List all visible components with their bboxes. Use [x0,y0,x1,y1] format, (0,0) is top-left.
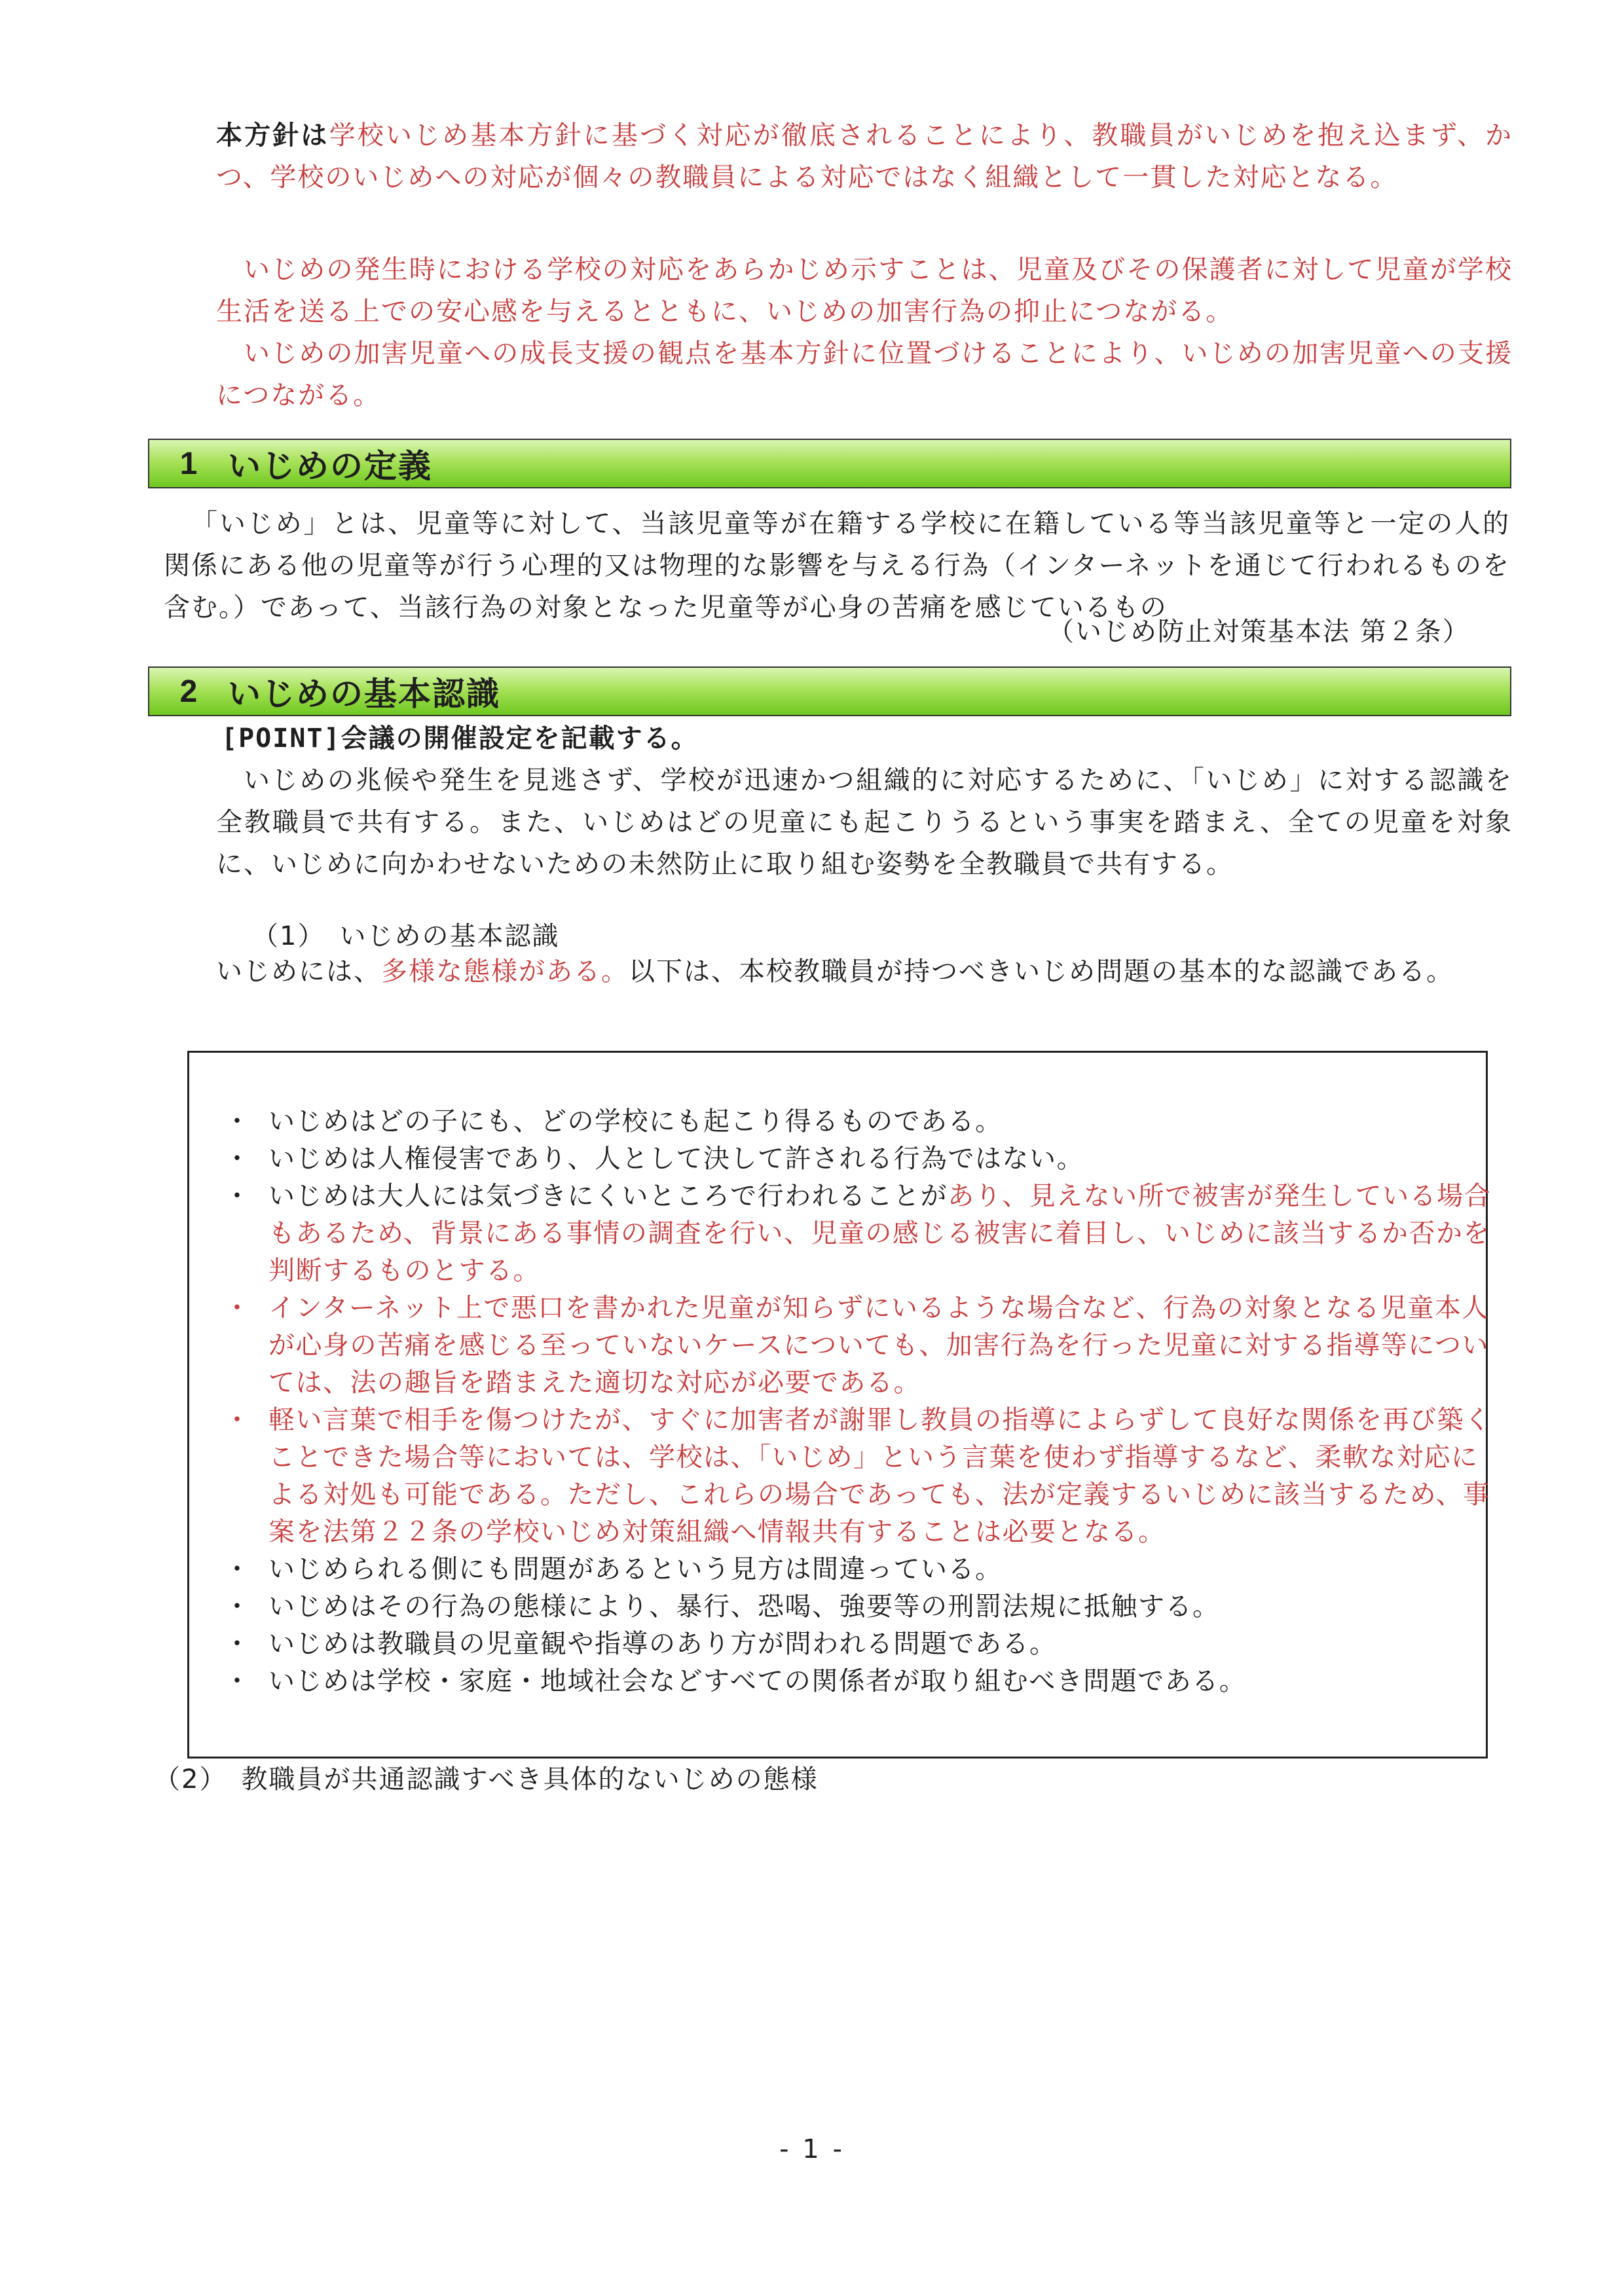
section-2-number: 2 [179,674,198,709]
intro-paragraph-1 [216,115,1513,198]
bullet-mark: ・ [224,1554,251,1584]
list-item [216,1588,1493,1626]
basic-recognition-list [216,1103,1493,1700]
section-2-point-note: [POINT]会議の開催設定を記載する。 [221,723,699,754]
section-2-heading [148,666,1511,716]
list-item [216,1140,1493,1178]
list-item-text: いじめは教職員の児童観や指導のあり方が問われる問題である。 [268,1629,1057,1659]
list-item-text: いじめはどの子にも、どの学校にも起こり得るものである。 [268,1106,1003,1137]
bullet-mark: ・ [224,1144,251,1174]
list-item [216,1178,1493,1290]
list-item [216,1551,1493,1588]
intro-lead-label: 本方針は [216,120,329,151]
page-number: - 1 - [779,2134,845,2164]
section-1-title: いじめの定義 [228,447,432,485]
list-item [216,1103,1493,1140]
bullet-mark: ・ [224,1666,251,1696]
list-item [216,1290,1493,1402]
subsection-1-text-red: 多様な態様がある。 [381,957,629,987]
section-2-intro: いじめの兆候や発生を見逃さず、学校が迅速かつ組織的に対応するために、「いじめ」に対する認識を全教職員で共有する。また、いじめはどの児童にも起こりうるという事実を踏まえ、全ての児童を対象に、いじめに向かわせないための未然防止に取り組む姿勢を全教職員で共有する。 [216,765,1513,879]
list-item-text: いじめは大人には気づきにくいところで行われることが [268,1181,948,1211]
section-1-number: 1 [179,446,198,481]
intro-paragraph-3: いじめの加害児童への成長支援の観点を基本方針に位置づけることにより、いじめの加害児童への支援につながる。 [216,338,1513,410]
list-item-text: いじめは人権侵害であり、人として決して許される行為ではない。 [268,1144,1084,1174]
list-item-text-red: インターネット上で悪口を書かれた児童が知らずにいるような場合など、行為の対象となる児童本人が心身の苦痛を感じる至っていないケースについても、加害行為を行った児童に対する指導等については、法の趣旨を踏まえた適切な対応が必要である。 [268,1293,1489,1398]
intro-paragraph-2: いじめの発生時における学校の対応をあらかじめ示すことは、児童及びその保護者に対して児童が学校生活を送る上での安心感を与えるとともに、いじめの加害行為の抑止につながる。 [216,255,1513,327]
list-item [216,1402,1493,1551]
section-1-heading [148,439,1511,488]
list-item [216,1626,1493,1663]
list-item-text-red: 軽い言葉で相手を傷つけたが、すぐに加害者が謝罪し教員の指導によらずして良好な関係を再び築くことできた場合等においては、学校は、「いじめ」という言葉を使わず指導するなど、柔軟な対応による対処も可能である。ただし、これらの場合であっても、法が定義するいじめに該当するため、事案を法第２２条の学校いじめ対策組織へ情報共有することは必要となる。 [268,1405,1492,1547]
subsection-1-text [164,951,1510,993]
bullet-mark: ・ [224,1106,251,1137]
bullet-mark: ・ [224,1181,251,1211]
bullet-mark: ・ [224,1592,251,1622]
bullet-mark: ・ [224,1629,251,1659]
bullet-mark: ・ [224,1405,251,1435]
intro-p1-text: 学校いじめ基本方針に基づく対応が徹底されることにより、教職員がいじめを抱え込まず、かつ、学校のいじめへの対応が個々の教職員による対応ではなく組織として一貫した対応となる。 [216,120,1513,192]
list-item-text: いじめはその行為の態様により、暴行、恐喝、強要等の刑罰法規に抵触する。 [268,1592,1220,1622]
list-item [216,1663,1493,1700]
subsection-1-text-a: いじめには、 [216,957,381,987]
section-1-definition: 「いじめ」とは、児童等に対して、当該児童等が在籍する学校に在籍している等当該児童等と一定の人的関係にある他の児童等が行う心理的又は物理的な影響を与える行為（インターネットを通じて行われるものを含む。）であって、当該行為の対象となった児童等が心身の苦痛を感じているもの [164,509,1510,623]
section-2-title: いじめの基本認識 [228,675,500,713]
list-item-text: いじめは学校・家庭・地域社会などすべての関係者が取り組むべき問題である。 [268,1666,1247,1696]
subsection-1-text-b: 以下は、本校教職員が持つべきいじめ問題の基本的な認識である。 [629,957,1454,987]
bullet-mark: ・ [224,1293,251,1323]
subsection-1-heading: （1） いじめの基本認識 [252,921,560,951]
list-item-text: いじめられる側にも問題があるという見方は間違っている。 [268,1554,1003,1584]
subsection-2-heading: （2） 教職員が共通認識すべき具体的ないじめの態様 [154,1764,819,1795]
section-1-citation: （いじめ防止対策基本法 第２条） [1048,617,1470,647]
list-item-text-red: あり、見えない所で被害が発生している場合もあるため、背景にある事情の調査を行い、児童の感じる被害に着目し、いじめに該当するか否かを判断するものとする。 [268,1181,1492,1286]
